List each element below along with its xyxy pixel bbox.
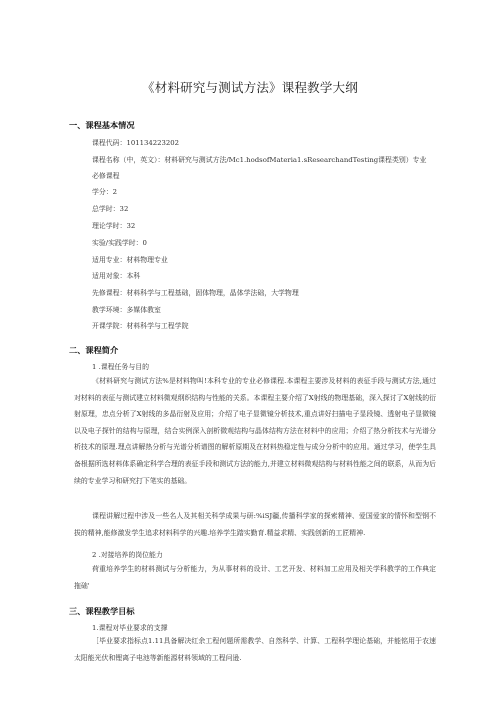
intro-paragraph-purpose: [74, 373, 436, 489]
info-course-code: 课程代码：101134223202: [92, 139, 180, 147]
info-course-category: 必修课程: [92, 172, 120, 180]
section-heading-objectives: 三、课程教学目标: [69, 606, 135, 616]
intro-subheading-abilities: 2 .对接培养的岗位能力: [92, 551, 163, 559]
info-total-hours: 总学时：32: [92, 205, 129, 213]
info-prerequisites: 先修课程：材料科学与工程基础，固体物理，晶体学法础，大学物理: [92, 289, 299, 297]
intro-paragraph-abilities-text: 荷重培养学生的材料测试与分析能力，为从事材料的设计、工艺开发、材料加工应用及相关学科教学的工作典定拖础': [74, 565, 436, 590]
intro-paragraph-ideology-text: 课程讲解过程中涉及一些名人及其相关科学成果与研:%iSJ疆,传播科学家的探索精神、爱国爱家的情怀和型钢不拔的精神,能修激发学生追求材料科学的兴趣.培养学生踏实勤育.精益求精、实践创新的工匠精神.: [74, 512, 436, 537]
objectives-subheading-support: 1.课程对毕业要求的支撑: [92, 624, 168, 632]
info-theory-hours: 理论学时：32: [92, 222, 136, 230]
info-environment: 教学环境：多媒体教室: [92, 306, 161, 314]
info-audience: 适用对象：本科: [92, 272, 141, 280]
objectives-paragraph-support-text: ［毕业要求指标点1.11具备解决红余工程何题所需教学、自然科学、计算、工程科学理论基础，并能铭用于农速太阳能光伏和锂离子电池等新能源材料领域的工程问逊.: [74, 637, 436, 662]
info-college: 开课学院：材料科学与工程学院: [92, 322, 189, 330]
page-title: 《材料研究与测试方法》课程教学大纲: [142, 80, 358, 95]
intro-paragraph-ideology: [74, 508, 436, 541]
objectives-paragraph-support: [74, 633, 436, 666]
info-credits: 学分：2: [92, 188, 118, 196]
info-major: 适用专业：材料物理专业: [92, 256, 168, 264]
section-heading-basic-info: 一、课程基本情况: [69, 120, 135, 130]
info-practice-hours: 实验/实践学时：0: [92, 239, 147, 247]
intro-paragraph-abilities: [74, 561, 436, 594]
intro-subheading-purpose: 1 .课程任务与目的: [92, 363, 149, 371]
info-course-name: 课程名称（中，英文）：材料研究与测试方法/Mc1.hodsofMateria1.sResearchandTesting课程类别）专业: [92, 156, 427, 164]
section-heading-intro: 二、课程简介: [69, 345, 119, 355]
intro-paragraph-purpose-text: 《材料研究与测试方法%是材料物叫!本科专业的专业必修课程.本课程主要涉及材料的表征手段与测试方法,通过对材料的表征与测试建立材料微观纲织结构与性能的关系。本课程主要介绍了X射线的物理基础，深入探讨了X射线的衍射原理，忠点分析了X射线的多晶衍射及应用；介绍了电子显微镜分析技术,重点讲好扫描电子显段镜、透射电子显微镜以及电子探针的结构与原理，结合实例深入剖析微观结构与晶体结构方法在材料中的应用；介绍了热分析技术与光谱分析技术的原理.理点讲解热分析与光谱分析谱图的解析原期及在材料热稳定性与成分分析中的应用。通过学习，使学生具备根据所选材料体系确定科学合理的表征手段和测试方法的能力,并建立材料微观结构与材料性能之间的联系，从而为后续的专业学习和研究打下笔实的基础。: [74, 377, 436, 485]
